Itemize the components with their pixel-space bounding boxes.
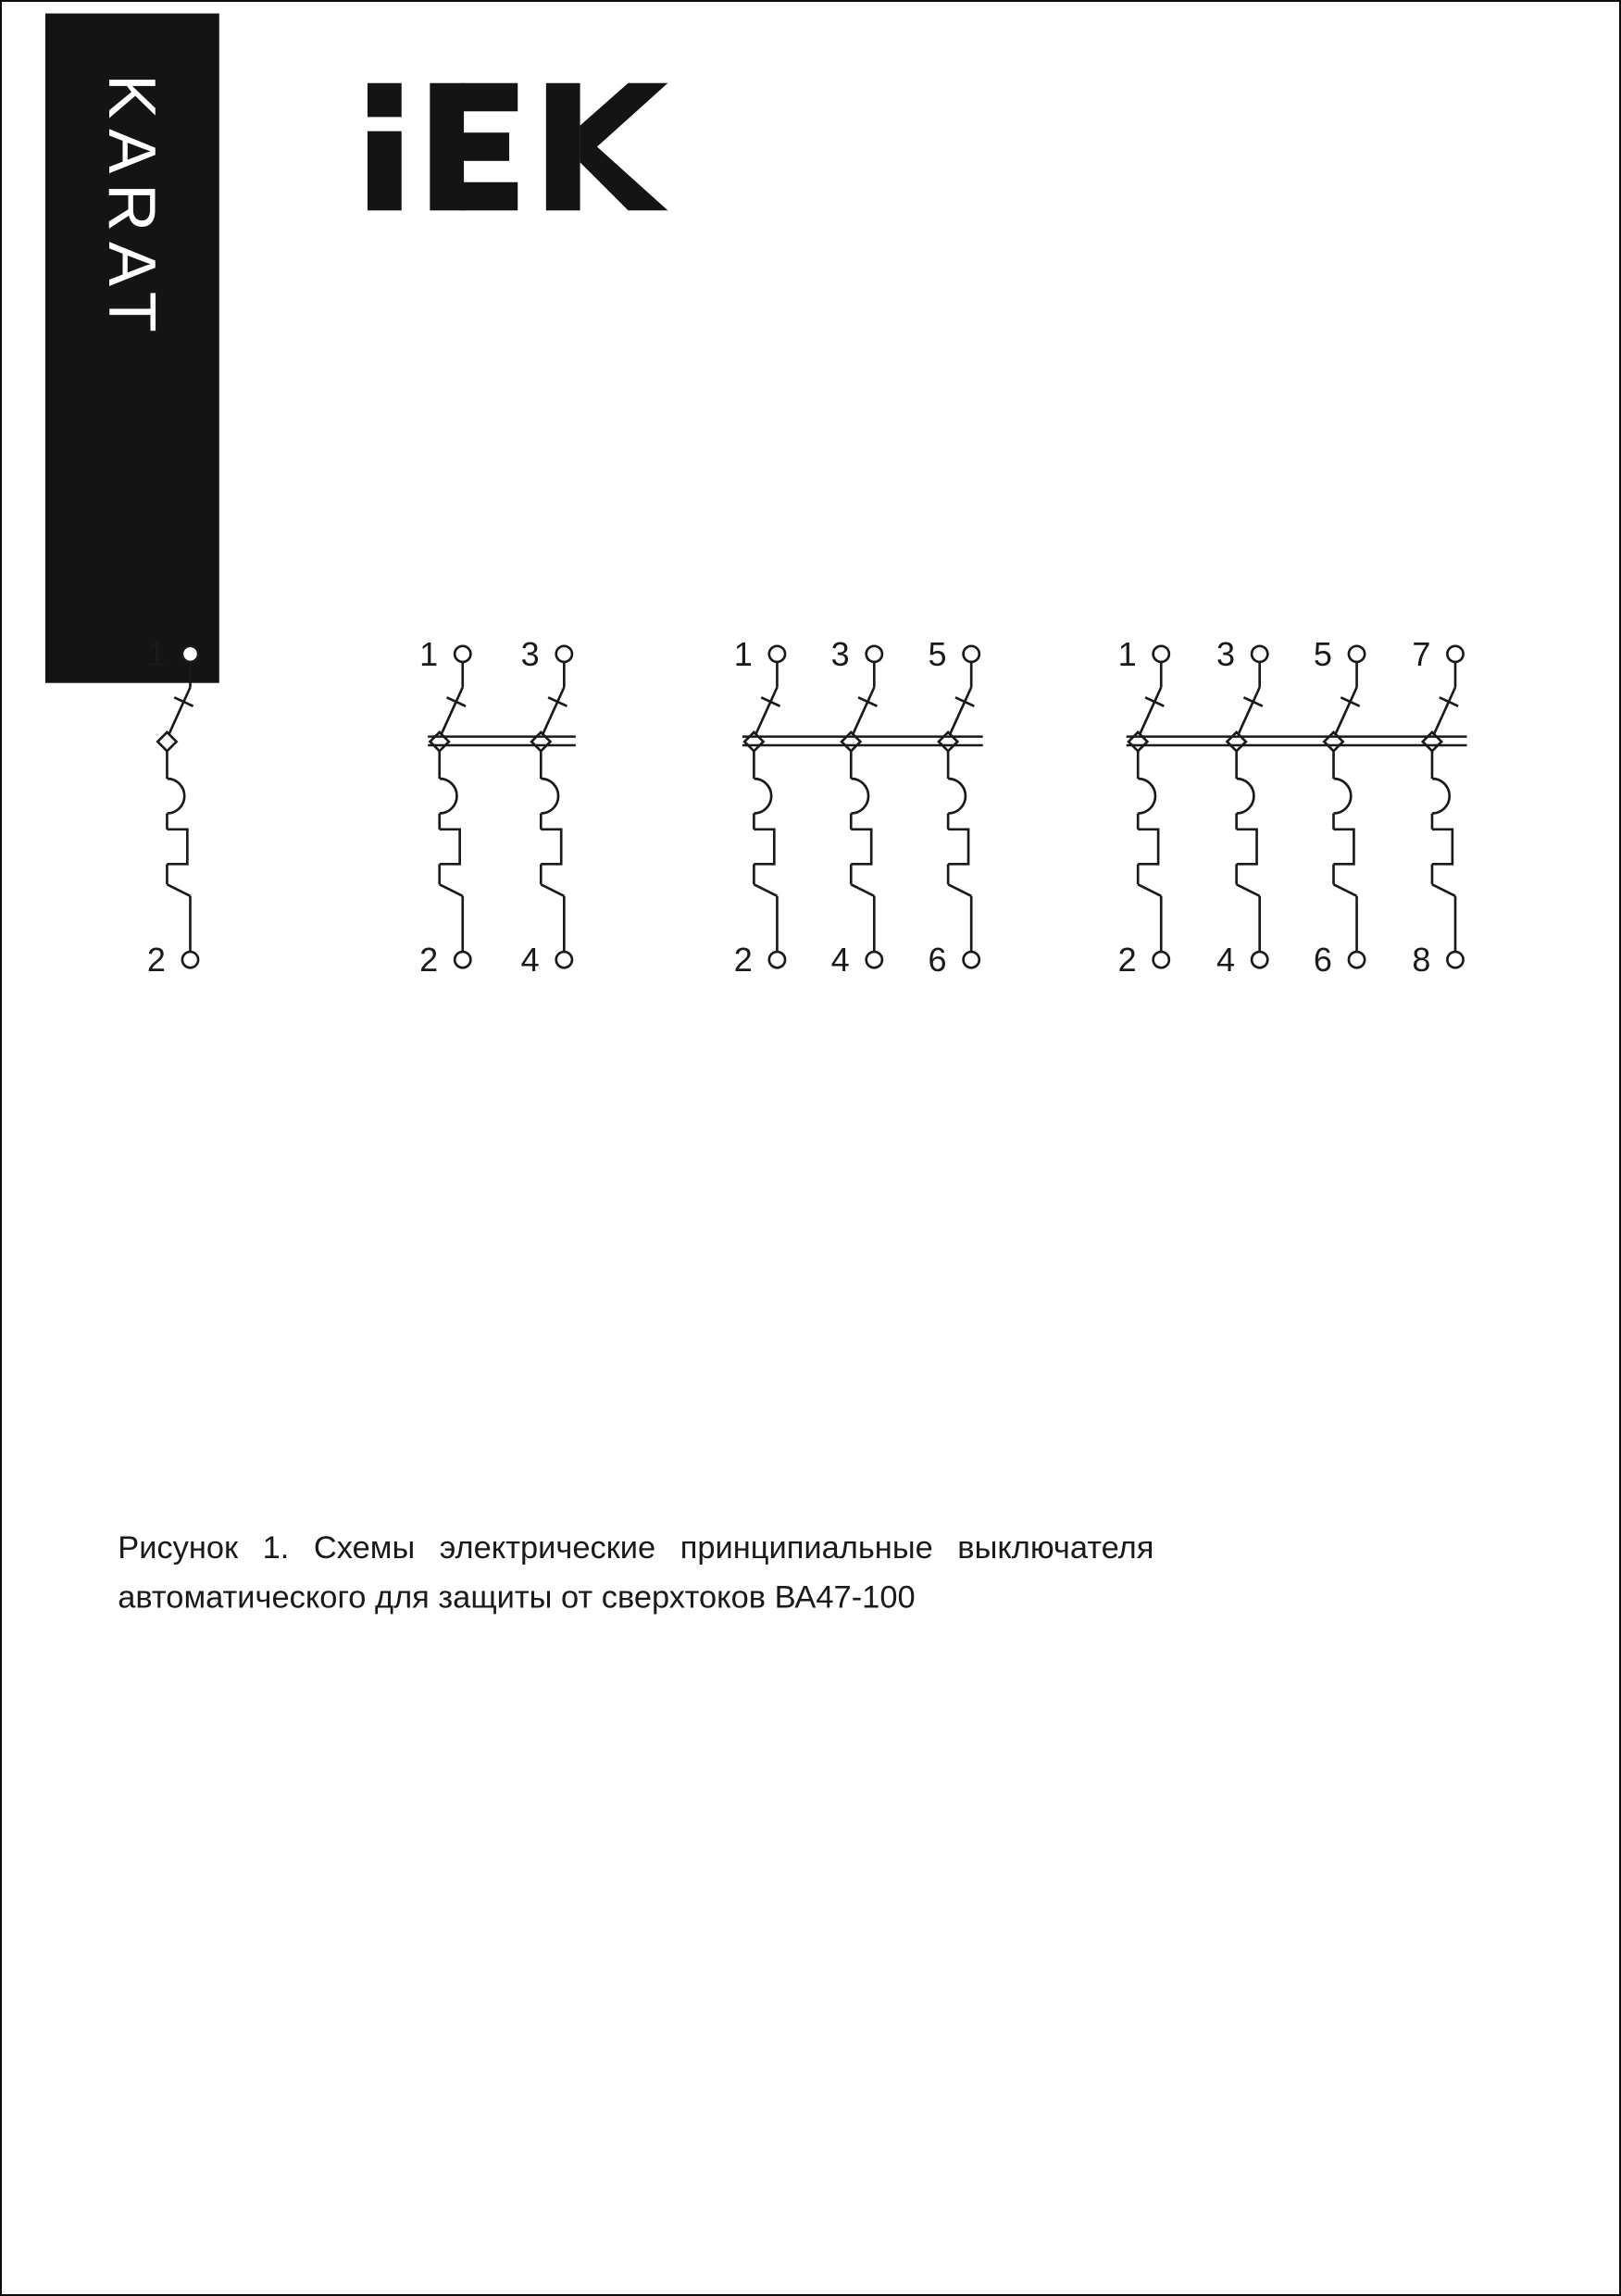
mechanical-linkage — [428, 737, 576, 745]
schematic-2pole — [419, 635, 576, 979]
brand-sidebar-label: KARAT — [94, 74, 170, 343]
terminal-label: 5 — [1313, 634, 1332, 673]
iek-logo-text — [364, 210, 366, 212]
terminal-label: 7 — [1412, 634, 1431, 673]
terminal-label: 8 — [1412, 941, 1431, 980]
schematic-1pole — [147, 635, 198, 979]
breaker-schematics — [89, 632, 1538, 1002]
terminal-label: 2 — [419, 941, 439, 980]
iek-logo — [364, 83, 671, 211]
terminal-label: 6 — [928, 941, 947, 980]
pole-symbol — [1227, 646, 1267, 967]
figure-caption-line1: Рисунок 1. Схемы электрические принципиальные выключателя автоматического — [118, 1529, 1154, 1616]
page-content — [2, 2, 1621, 2296]
terminal-label: 4 — [830, 941, 850, 980]
terminal-label: 3 — [1216, 634, 1236, 673]
pole-symbol — [531, 646, 572, 967]
terminal-label: 1 — [1117, 634, 1137, 673]
mechanical-linkage — [1127, 737, 1467, 745]
terminal-label: 4 — [1216, 941, 1236, 980]
pole-symbol — [157, 646, 198, 967]
figure-caption — [118, 1524, 1153, 1622]
terminal-label: 4 — [520, 941, 540, 980]
terminal-label: 5 — [928, 634, 947, 673]
terminal-label: 1 — [419, 634, 439, 673]
pole-symbol — [1423, 646, 1464, 967]
terminal-label: 3 — [830, 634, 850, 673]
figure-caption-line2: для защиты от сверхтоков ВА47-100 — [374, 1578, 916, 1616]
terminal-label: 2 — [146, 941, 166, 980]
pole-symbol — [1324, 646, 1365, 967]
pole-symbol — [430, 646, 471, 967]
terminal-label: 1 — [733, 634, 753, 673]
pole-symbol — [1128, 646, 1169, 967]
terminal-label: 1 — [146, 634, 166, 673]
pole-symbol — [939, 646, 979, 967]
schematic-3pole — [734, 635, 983, 979]
iek-logo-graphic — [364, 83, 671, 211]
terminal-label: 2 — [733, 941, 753, 980]
pole-symbol — [744, 646, 785, 967]
pole-symbol — [842, 646, 882, 967]
terminal-label: 2 — [1117, 941, 1137, 980]
schematic-4pole — [1118, 635, 1467, 979]
brand-sidebar — [45, 14, 219, 683]
terminal-label: 6 — [1313, 941, 1332, 980]
terminal-label: 3 — [520, 634, 540, 673]
